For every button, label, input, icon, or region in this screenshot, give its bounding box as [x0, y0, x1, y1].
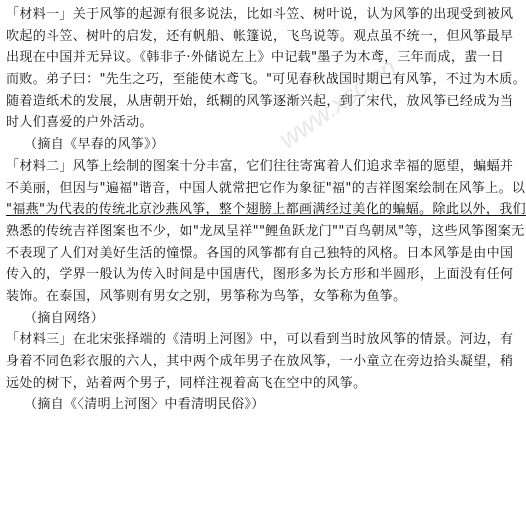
source-citation: （摘自网络） [24, 310, 105, 326]
text-line: 熟悉的传统吉祥图案也不少，如"龙凤呈祥""鲤鱼跃龙门""百鸟朝凤"等，这些风筝图案无 [6, 223, 525, 239]
text-line: 吹起的斗笠、树叶的启发，还有帆船、帐篷说，飞鸟说等。观点虽不统一，但风筝最早 [6, 28, 514, 44]
text-line: 随着造纸术的发展，从唐朝开始，纸糊的风筝逐渐兴起，到了宋代，放风筝已经成为当 [6, 93, 514, 109]
text-line: 「材料二」风筝上绘制的图案十分丰富，它们往往寄寓着人们追求幸福的愿望，蝙蝠并 [6, 158, 514, 174]
source-citation: （摘自《〈清明上河图〉中看清明民俗》） [24, 397, 265, 413]
watermark: www.xsc.cn [273, 51, 402, 155]
text-line: 传入的，学界一般认为传入时间是中国唐代，图形多为长方形和半圆形，上面没有任何 [6, 267, 514, 283]
text-line-underlined: "福燕"为代表的传统北京沙燕风筝，整个翅膀上都画满经过美化的蝙蝠。除此以外，我们 [6, 202, 526, 218]
text-line: 不美丽，但因与"遍福"谐音，中国人就常把它作为象征"福"的吉祥图案绘制在风筝上。以 [6, 180, 526, 196]
text-line: 而败。弟子曰："先生之巧，至能使木鸢飞。"可见春秋战国时期已有风筝，不过为木质。 [6, 72, 526, 88]
text-line: 身着不同色彩衣服的六人，其中两个成年男子在放风筝，一小童立在旁边拾头凝望，稍 [6, 354, 514, 369]
text-line: 不表现了人们对美好生活的憧憬。各国的风筝都有自己独特的风格。日本风筝是由中国 [6, 245, 514, 261]
text-line: 远处的树下，站着两个男子，同样注视着高飞在空中的风筝。 [6, 375, 367, 391]
text-line: 「材料三」在北宋张择端的《清明上河图》中，可以看到当时放风筝的情景。河边，有 [6, 332, 514, 348]
source-citation: （摘自《早春的风筝》） [24, 137, 165, 153]
text-line: 「材料一」关于风筝的起源有很多说法，比如斗笠、树叶说，认为风筝的出现受到被风 [6, 7, 514, 22]
text-line: 装饰。在泰国，风筝则有男女之别，男筝称为鸟筝，女筝称为鱼筝。 [6, 288, 407, 304]
text-line: 出现在中国并无异议。《韩非子·外储说左上》中记载"墨子为木鸢，三年而成，蜚一日 [6, 50, 505, 66]
text-line: 时人们喜爱的户外活动。 [6, 115, 153, 131]
